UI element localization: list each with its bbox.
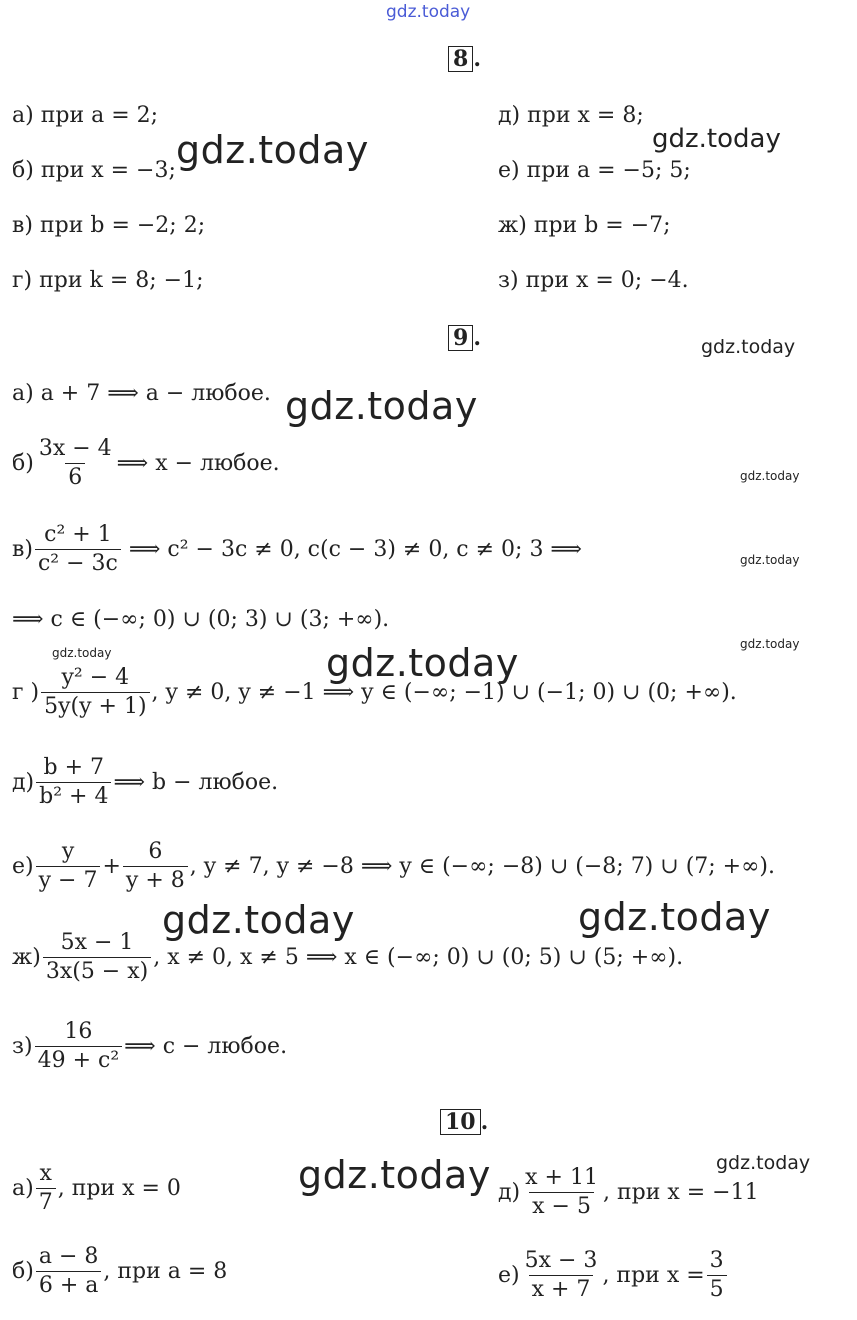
task9-item-zh <box>12 929 683 986</box>
item-label: б) <box>12 451 34 476</box>
item-rest: ⟹ x − любое. <box>116 451 280 476</box>
denominator: y + 8 <box>123 866 188 895</box>
numerator: c² + 1 <box>44 522 112 547</box>
numerator: 5x − 3 <box>524 1248 598 1273</box>
item-rest: ⟹ c² − 3c ≠ 0, c(c − 3) ≠ 0, c ≠ 0; 3 ⟹ <box>128 537 582 562</box>
watermark: gdz.today <box>326 641 519 685</box>
task-number-10: 10 . <box>440 1109 488 1135</box>
item-rest: , x ≠ 0, x ≠ 5 ⟹ x ∈ (−∞; 0) ∪ (0; 5) ∪ (5; +∞). <box>153 945 684 970</box>
fraction <box>36 1160 56 1217</box>
numerator: y <box>61 839 75 864</box>
fraction <box>41 664 149 721</box>
item-label: д) <box>12 770 35 795</box>
task-number-8: 8 . <box>448 46 481 72</box>
task8-item-z: з) при x = 0; −4. <box>498 268 689 293</box>
watermark: gdz.today <box>578 895 771 939</box>
watermark: gdz.today <box>652 124 781 154</box>
watermark: gdz.today <box>162 898 355 942</box>
denominator: 7 <box>36 1188 56 1217</box>
denominator: 49 + c² <box>35 1046 123 1075</box>
numerator: x <box>39 1161 52 1186</box>
item-label: а) <box>12 1176 34 1201</box>
denominator: 6 <box>65 463 85 492</box>
fraction <box>36 435 115 492</box>
numerator: a − 8 <box>38 1244 99 1269</box>
item-rest: , при x = 0 <box>57 1176 181 1201</box>
fraction <box>36 838 101 895</box>
fraction <box>35 521 121 578</box>
denominator: c² − 3c <box>35 549 121 578</box>
task10-item-b <box>12 1243 227 1300</box>
watermark: gdz.today <box>740 469 800 483</box>
task9-item-g <box>12 664 737 721</box>
watermark: gdz.today <box>298 1153 491 1197</box>
task8-item-b: б) при x = −3; <box>12 158 176 183</box>
item-label: б) <box>12 1259 34 1284</box>
item-label: з) <box>12 1034 33 1059</box>
task9-item-v <box>12 521 582 578</box>
task9-item-a: а) a + 7 ⟹ a − любое. <box>12 381 271 406</box>
item-rest: , при x = −11 <box>602 1180 759 1205</box>
denominator: 3x(5 − x) <box>43 957 151 986</box>
task8-item-a: а) при a = 2; <box>12 103 159 128</box>
watermark: gdz.today <box>740 553 800 567</box>
task9-item-v-line2: ⟹ c ∈ (−∞; 0) ∪ (0; 3) ∪ (3; +∞). <box>12 607 390 632</box>
denominator: 5 <box>707 1275 727 1304</box>
denominator: y − 7 <box>36 866 101 895</box>
numerator: x + 11 <box>525 1165 598 1190</box>
denominator: x − 5 <box>529 1192 594 1221</box>
fraction <box>123 838 188 895</box>
fraction <box>35 1018 123 1075</box>
task8-item-g: г) при k = 8; −1; <box>12 268 204 293</box>
watermark: gdz.today <box>740 637 800 651</box>
item-label: ж) <box>12 945 41 970</box>
denominator: 5y(y + 1) <box>41 692 149 721</box>
denominator: b² + 4 <box>36 782 111 811</box>
item-rest: , при a = 8 <box>103 1259 228 1284</box>
watermark: gdz.today <box>701 336 796 358</box>
watermark: gdz.today <box>716 1152 811 1174</box>
numerator: y² − 4 <box>61 665 130 690</box>
task8-item-v: в) при b = −2; 2; <box>12 213 206 238</box>
numerator: 3x − 4 <box>38 436 112 461</box>
item-rest: ⟹ c − любое. <box>124 1034 288 1059</box>
numerator: 3 <box>709 1248 724 1273</box>
fraction <box>43 929 151 986</box>
item-label: е) <box>498 1263 520 1288</box>
item-rest: ⟹ b − любое. <box>113 770 279 795</box>
item-rest: , y ≠ 7, y ≠ −8 ⟹ y ∈ (−∞; −8) ∪ (−8; 7) ∪ (7; +∞). <box>189 854 776 879</box>
fraction <box>522 1164 601 1221</box>
task10-item-e <box>498 1247 729 1304</box>
task8-item-d: д) при x = 8; <box>498 103 644 128</box>
item-label: е) <box>12 854 34 879</box>
fraction <box>36 1243 102 1300</box>
task9-item-d <box>12 754 278 811</box>
watermark-top: gdz.today <box>386 2 471 22</box>
item-label: д) <box>498 1180 521 1205</box>
task8-item-e: е) при a = −5; 5; <box>498 158 691 183</box>
fraction <box>36 754 111 811</box>
task10-item-a <box>12 1160 181 1217</box>
denominator: x + 7 <box>529 1275 594 1304</box>
denominator: 6 + a <box>36 1271 102 1300</box>
plus-sign: + <box>102 854 121 879</box>
task10-item-d <box>498 1164 759 1221</box>
item-rest: , при x = <box>602 1263 705 1288</box>
task8-item-zh: ж) при b = −7; <box>498 213 671 238</box>
item-label: в) <box>12 537 33 562</box>
task-number-9: 9 . <box>448 325 481 351</box>
numerator: b + 7 <box>43 755 105 780</box>
watermark: gdz.today <box>285 384 478 428</box>
watermark: gdz.today <box>52 646 112 660</box>
watermark: gdz.today <box>176 128 369 172</box>
task9-item-z <box>12 1018 287 1075</box>
fraction <box>707 1247 727 1304</box>
fraction <box>522 1247 601 1304</box>
numerator: 6 <box>148 839 163 864</box>
item-label: г ) <box>12 680 40 705</box>
numerator: 16 <box>64 1019 93 1044</box>
numerator: 5x − 1 <box>60 930 134 955</box>
item-rest: , y ≠ 0, y ≠ −1 ⟹ y ∈ (−∞; −1) ∪ (−1; 0) ∪ (0; +∞). <box>151 680 737 705</box>
task9-item-b <box>12 435 280 492</box>
task9-item-e <box>12 838 775 895</box>
